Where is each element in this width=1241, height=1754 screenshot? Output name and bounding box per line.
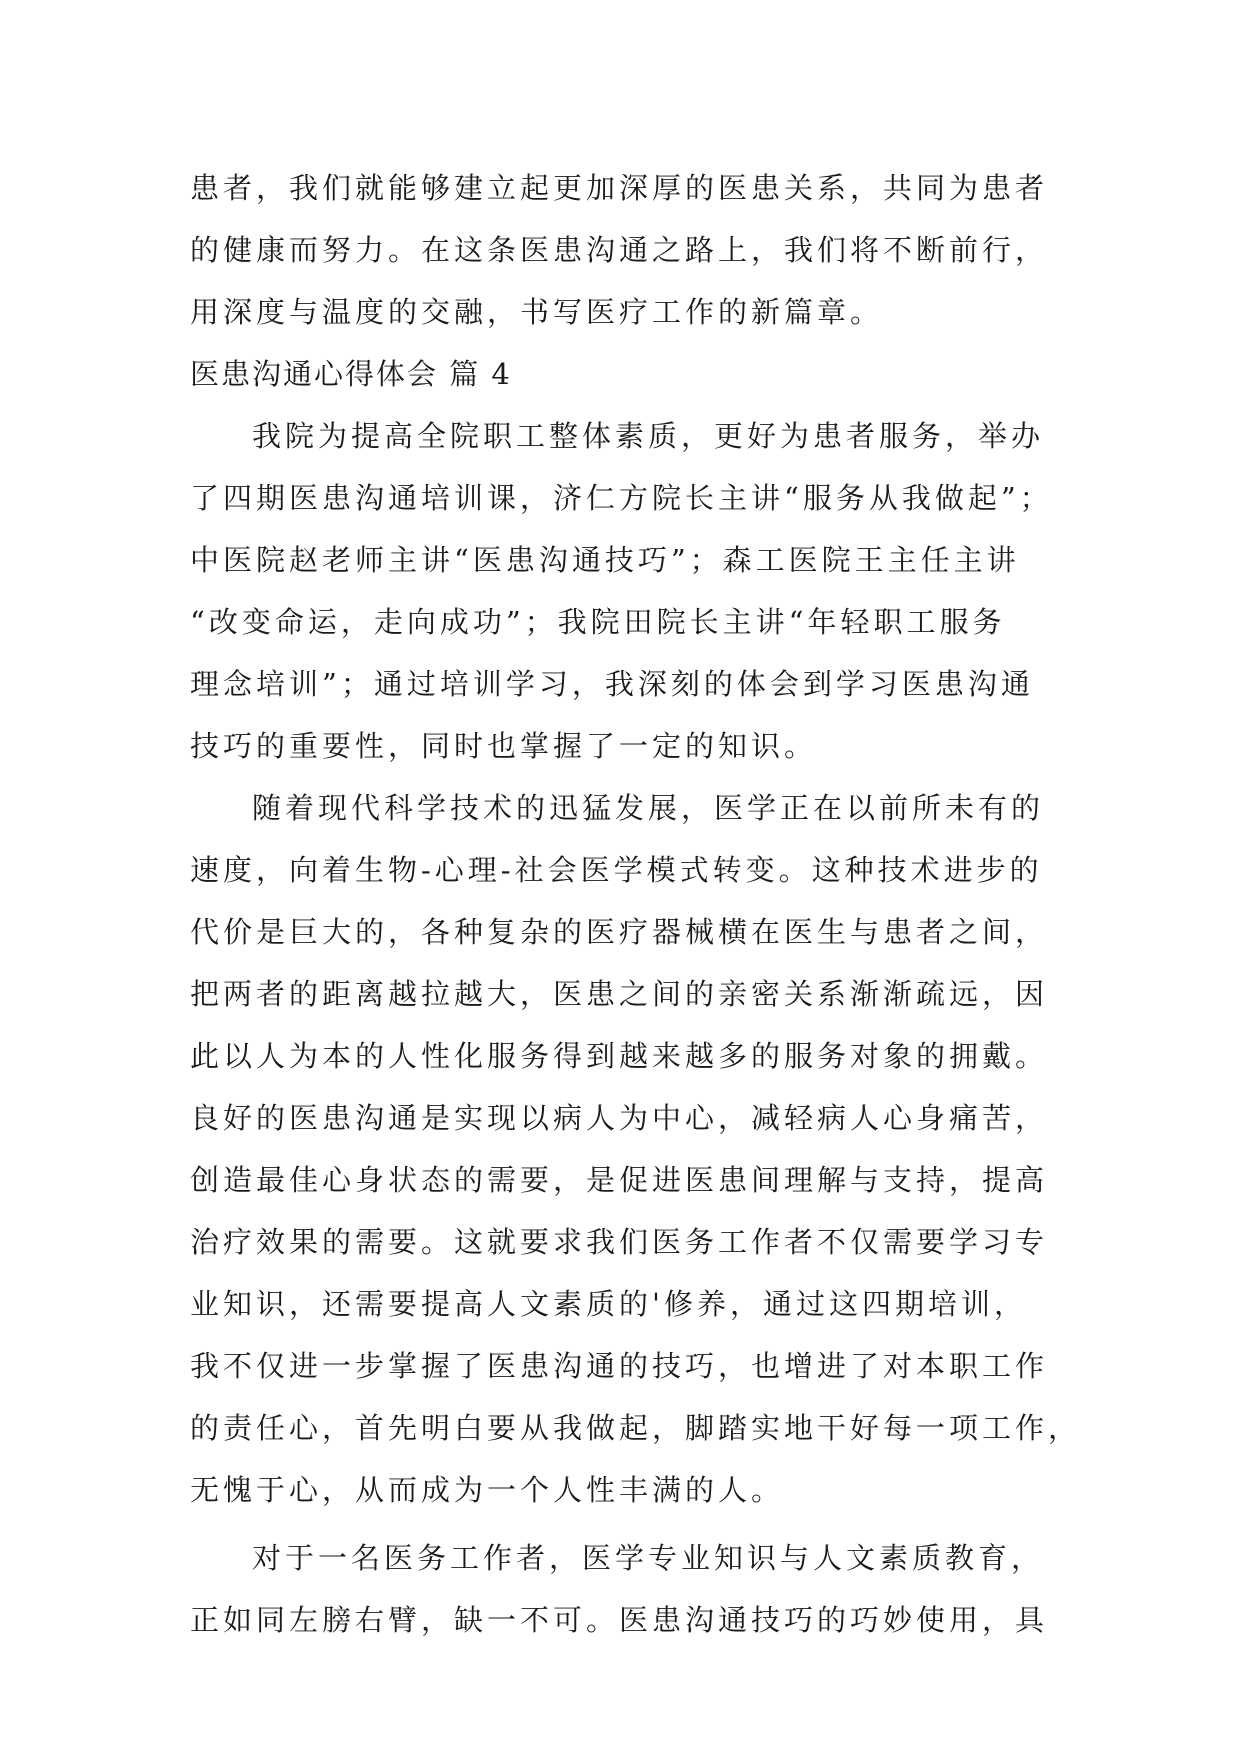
intro-paragraph [190, 157, 1060, 343]
text-line: 代价是巨大的，各种复杂的医疗器械横在医生与患者之间， [190, 915, 1049, 949]
text-line: 的责任心，首先明白要从我做起，脚踏实地干好每一项工作， [190, 1411, 1082, 1445]
text-line: 业知识，还需要提高人文素质的'修养，通过这四期培训， [190, 1287, 1027, 1321]
section-heading: 医患沟通心得体会 篇 4 [190, 357, 512, 391]
text-line: 我不仅进一步掌握了医患沟通的技巧，也增进了对本职工作 [190, 1349, 1049, 1383]
text-line: 把两者的距离越拉越大，医患之间的亲密关系渐渐疏远，因 [190, 977, 1049, 1011]
text-line: “改变命运，走向成功”；我院田院长主讲“年轻职工服务 [190, 605, 1006, 639]
text-line: 中医院赵老师主讲“医患沟通技巧”；森工医院王主任主讲 [190, 543, 1020, 577]
paragraph-2 [190, 777, 1082, 1521]
paragraph-3 [190, 1527, 1060, 1651]
text-line: 良好的医患沟通是实现以病人为中心，减轻病人心身痛苦， [190, 1101, 1049, 1135]
text-line: 创造最佳心身状态的需要，是促进医患间理解与支持，提高 [190, 1163, 1049, 1197]
text-line: 对于一名医务工作者，医学专业知识与人文素质教育， [252, 1541, 1045, 1575]
text-line: 的健康而努力。在这条医患沟通之路上，我们将不断前行， [190, 233, 1049, 267]
text-line: 无愧于心，从而成为一个人性丰满的人。 [190, 1473, 785, 1507]
text-line: 随着现代科学技术的迅猛发展，医学正在以前所未有的 [252, 791, 1045, 825]
text-line: 我院为提高全院职工整体素质，更好为患者服务，举办 [252, 419, 1045, 453]
document-body [190, 157, 1082, 1651]
text-line: 了四期医患沟通培训课，济仁方院长主讲“服务从我做起”； [190, 481, 1053, 515]
text-line: 速度，向着生物-心理-社会医学模式转变。这种技术进步的 [190, 853, 1043, 887]
text-line: 用深度与温度的交融，书写医疗工作的新篇章。 [190, 295, 884, 329]
text-line: 技巧的重要性，同时也掌握了一定的知识。 [190, 729, 818, 763]
text-line: 患者，我们就能够建立起更加深厚的医患关系，共同为患者 [190, 171, 1049, 205]
text-line: 治疗效果的需要。这就要求我们医务工作者不仅需要学习专 [190, 1225, 1049, 1259]
text-line: 正如同左膀右臂，缺一不可。医患沟通技巧的巧妙使用，具 [190, 1603, 1049, 1637]
text-line: 理念培训”；通过培训学习，我深刻的体会到学习医患沟通 [190, 667, 1034, 701]
paragraph-1 [190, 405, 1060, 777]
text-line: 此以人为本的人性化服务得到越来越多的服务对象的拥戴。 [190, 1039, 1049, 1073]
